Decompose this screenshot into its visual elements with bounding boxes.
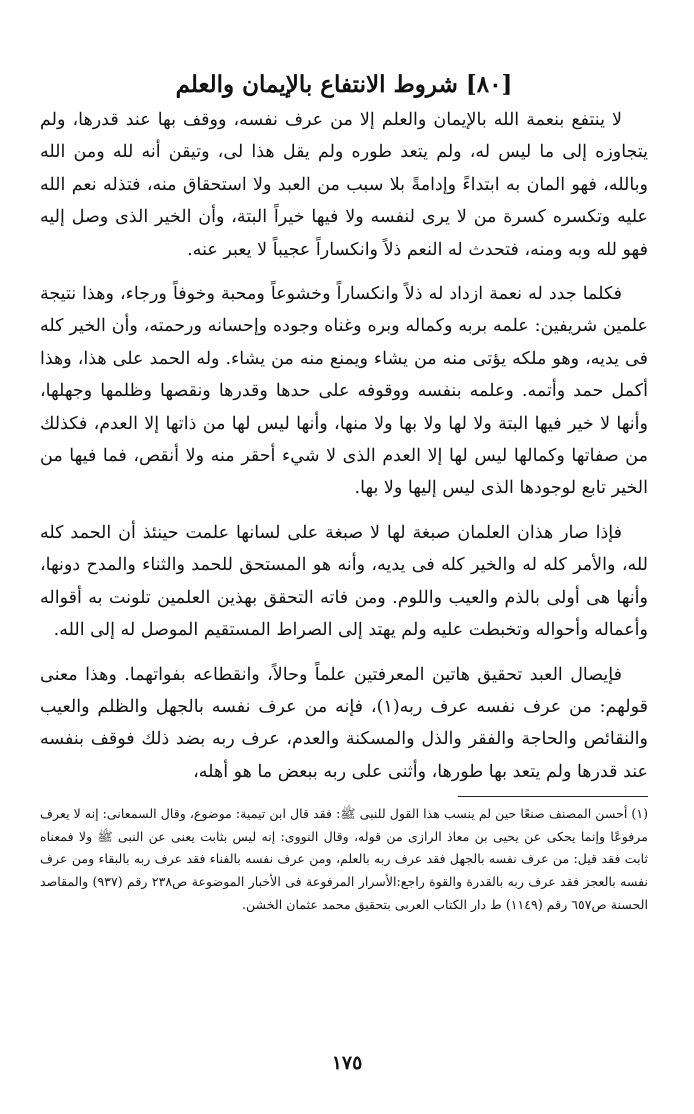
section-title: [٨٠] شروط الانتفاع بالإيمان والعلم — [175, 71, 513, 98]
paragraph-1: لا ينتفع بنعمة الله بالإيمان والعلم إلا من عرف نفسه، ووقف بها عند قدرها، ولم يتجاوزه إلى ما ليس له، ولم يتعد طوره ولم يقل هذا لى، وتيقن أنه لله ومن الله وبالله، فهو المان به ابتداءً وإدامةً بلا سبب من العبد ولا استحقاق منه، فتذله نعم الله عليه وتكسره كسرة من لا يرى لنفسه ولا فيها خيراً البتة، وأن الخير الذى وصل إليه فهو لله وبه ومنه، فتحدث له النعم ذلاً وانكساراً عجيباً لا يعبر عنه. — [40, 110, 648, 260]
page-number: ١٧٥ — [331, 1052, 363, 1074]
paragraph-2: فكلما جدد له نعمة ازداد له ذلاً وانكساراً وخشوعاً ومحبة وخوفاً ورجاء، وهذا نتيجة علمين شريفين: علمه بربه وكماله وبره وغناه وجوده وإحسانه ورحمته، وأن الخير كله فى يديه، وهو ملكه يؤتى منه من يشاء ويمنع منه من يشاء. وله الحمد على هذا، وهذا أكمل حمد وأتمه. وعلمه بنفسه ووقوفه على حدها وقدرها ونقصها وظلمها وجهلها، وأنها لا خير فيها البتة ولا لها ولا بها ولا منها، وأنها ليس لها من ذاتها إلا العدم، فكذلك من صفاتها وكمالها ليس لها إلا العدم الذى لا شيء أحقر منه ولا أنقص، فما فيها من الخير تابع لوجودها الذى ليس إليها ولا بها. — [40, 284, 648, 499]
footnotes — [40, 803, 648, 916]
main-text — [40, 104, 648, 788]
paragraph-3: فإذا صار هذان العلمان صبغة لها لا صبغة على لسانها علمت حينئذ أن الحمد كله لله، والأمر كله له والخير كله فى يديه، وأنه هو المستحق للحمد والثناء والمدح دونها، وأنها هى أولى بالذم والعيب واللوم. ومن فاته التحقق بهذين العلمين تلونت به أقواله وأعماله وأحواله وتخبطت عليه ولم يهتد إلى الصراط المستقيم الموصل له إلى الله. — [40, 522, 648, 641]
footnote-separator — [458, 796, 648, 797]
footnote-1: (١) أحسن المصنف صنعًا حين لم ينسب هذا القول للنبى ﷺ: فقد قال ابن تيمية: موضوع، وقال السمعانى: إنه لا يعرف مرفوعًا وإنما يحكى عن يحيى بن معاذ الرازى من قوله، وقال النووى: إنه ليس بثابت يعنى عن النبى ﷺ ولا فمعناه ثابت فقد قيل: من عرف نفسه بالجهل فقد عرف ربه بالعلم، ومن عرف نفسه بالفناء فقد عرف ربه بالبقاء ومن عرف نفسه بالعجز فقد عرف ربه بالقدرة والقوة راجع:الأسرار المرفوعة فى الأخبار الموضوعة ص٢٣٨ رقم (٩٣٧) والمقاصد الحسنة ص٦٥٧ رقم (١١٤٩) ط دار الكتاب العربى بتحقيق محمد عثمان الخشن. — [40, 806, 648, 912]
paragraph-4: فإيصال العبد تحقيق هاتين المعرفتين علماً وحالاً، وانقطاعه بفواتهما. وهذا معنى قولهم: من عرف نفسه عرف ربه(١)، فإنه من عرف نفسه بالجهل والظلم والعيب والنقائص والحاجة والفقر والذل والمسكنة والعدم، عرف ربه بضد ذلك فوقف بنفسه عند قدرها ولم يتعد بها طورها، وأثنى على ربه ببعض ما هو أهله، — [40, 664, 648, 782]
